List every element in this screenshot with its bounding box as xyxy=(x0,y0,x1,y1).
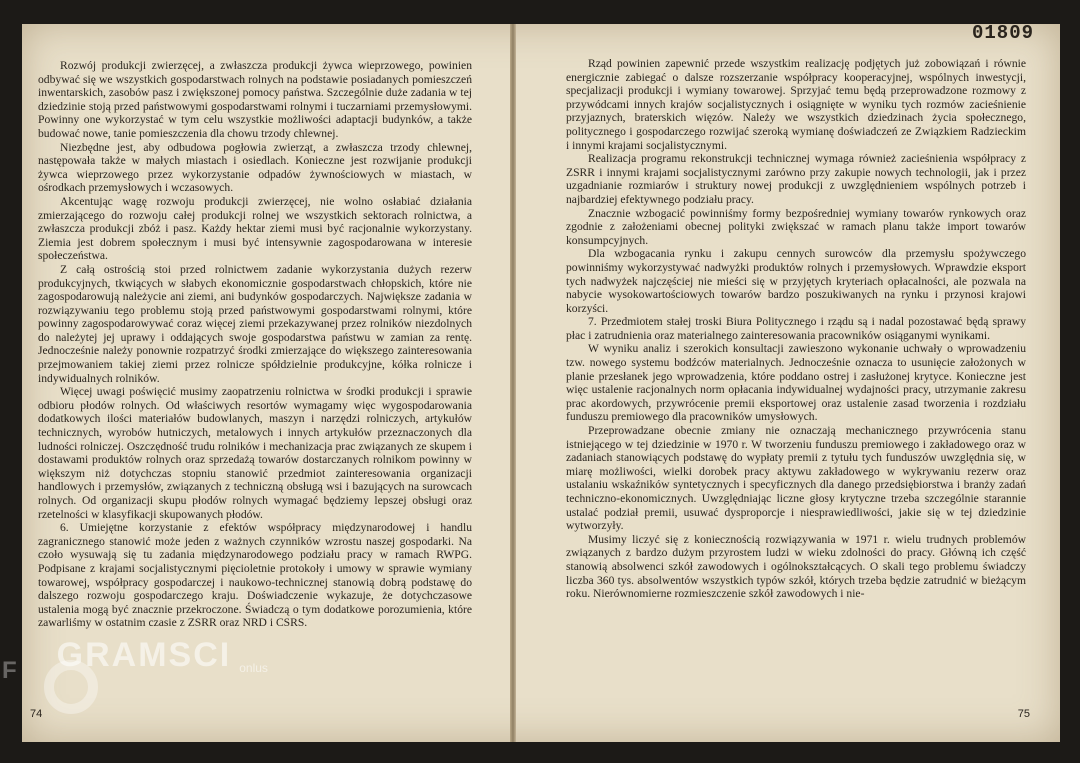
watermark-subtitle: onlus xyxy=(239,661,268,675)
book-spread xyxy=(22,24,1060,742)
left-page xyxy=(22,24,512,742)
right-page xyxy=(514,24,1060,742)
left-page-text xyxy=(38,59,472,630)
paragraph: 7. Przedmiotem stałej troski Biura Politycznego i rządu są i nadal pozostawać będą sprawy płac i zatrudnienia oraz materialnego zainteresowania pracowników osiąganymi wynikami. xyxy=(566,315,1026,342)
gramsci-watermark xyxy=(2,636,268,685)
paragraph: Realizacja programu rekonstrukcji technicznej wymaga również zacieśnienia współpracy z ZSRR i innymi krajami socjalistycznymi zarówno przy zakupie nowych technologii, jak i przez uzgadnianie rozmiarów i struktury nowej produkcji z uwzględnieniem wspólnych potrzeb i najbardziej efektywnego podziału pracy. xyxy=(566,152,1026,206)
paragraph: Musimy liczyć się z koniecznością rozwiązywania w 1971 r. wielu trudnych problemów związanych z bardzo dużym przyrostem ludzi w wieku zdolności do pracy. Główną ich część stanowią absolwenci szkół zawodowych i ogólnokształcących. O skali tego problemu świadczy liczba 360 tys. absolwentów wszystkich typów szkół, których trzeba będzie zatrudnić w bieżącym roku. Nierównomierne rozmieszczenie szkół zawodowych i nie- xyxy=(566,532,1026,601)
paragraph: Z całą ostrością stoi przed rolnictwem zadanie wykorzystania dużych rezerw produkcyjnych, tkwiących w słabych ekonomicznie gospodarstwach chłopskich, które nie zagospodarowują należycie ani ziemi, ani budynków gospodarczych. Największe zadania w rozwiązywaniu tego problemu stoją przed państwowymi gospodarstwami rolnymi, które powinny zagospodarowywać coraz więcej ziemi przekazywanej przez rolników niezdolnych do należytej jej uprawy i oddających swoje gospodarstwa państwu w zamian za rentę. Jednocześnie należy ponownie rozpatrzyć środki zmierzające do większego zainteresowania przejmowaniem takiej ziemi przez rolnicze spółdzielnie produkcyjne, kółka rolnicze i indywidualnych rolników. xyxy=(38,262,472,385)
paragraph: W wyniku analiz i szerokich konsultacji zawieszono wykonanie uchwały o wprowadzeniu tzw. nowego systemu bodźców materialnych. Jednocześnie oznacza to usunięcie założonych w planie przesłanek jego wprowadzenia, które poddano ostrej i zasłużonej krytyce. Konieczne jest więc ustalenie racjonalnych norm opłacania indywidualnej wydajności pracy, utrzymanie zakresu prac akordowych, przywrócenie premii eksportowej oraz ustalenie zasad tworzenia i rozdziału funduszu premiowego dla pracowników umysłowych. xyxy=(566,342,1026,424)
right-page-text xyxy=(566,57,1026,601)
paragraph: Więcej uwagi poświęcić musimy zaopatrzeniu rolnictwa w środki produkcji i sprawie odbioru płodów rolnych. Od właściwych resortów wymagamy więc wygospodarowania dodatkowych ilości materiałów budowlanych, maszyn i narzędzi rolniczych, artykułów technicznych, wyrobów hutniczych, metalowych i innych artykułów przeznaczonych dla ludności rolniczej. Oszczędność trudu rolników i mechanizacja prac związanych ze skupem i dostawami produktów rolnych oraz sprzedażą towarów dostarczanych rolnikom powinny w większym niż dotychczas stopniu stanowić przedmiot zainteresowania organizacji handlowych i przemysłów, związanych z techniczną obsługą wsi i bazujących na surowcach rolnych. Od organizacji skupu płodów rolnych wymagać będziemy lepszej obsługi oraz rzetelności w klasyfikacji skupowanych płodów. xyxy=(38,385,472,521)
paragraph: Akcentując wagę rozwoju produkcji zwierzęcej, nie wolno osłabiać działania zmierzającego do rozwoju całej produkcji rolnej we wszystkich sektorach rolnictwa, a zwłaszcza produkcji zbóż i pasz. Każdy hektar ziemi musi być racjonalnie wykorzystany. Ziemia jest dobrem społecznym i musi być intensywnie zagospodarowana w interesie społeczeństwa. xyxy=(38,194,472,263)
paragraph: Niezbędne jest, aby odbudowa pogłowia zwierząt, a zwłaszcza trzody chlewnej, następowała także w małych miastach i osiedlach. Konieczne jest rozwijanie produkcji żywca wieprzowego przez wykorzystanie odpadów żywnościowych w miastach, w ośrodkach przemysłowych i wczasowych. xyxy=(38,140,472,195)
left-page-number: 74 xyxy=(30,708,43,720)
paragraph: Przeprowadzane obecnie zmiany nie oznaczają mechanicznego przywrócenia stanu istniejącego w tej dziedzinie w 1970 r. W tworzeniu funduszu premiowego i zakładowego oraz w zadaniach stanowiących podstawę do wypłaty premii z tytułu tych funduszów uwzględnia się, w miarę możliwości, wielki dorobek pracy aktywu zakładowego w wykrywaniu rezerw oraz ustalaniu wskaźników syntetycznych i specyficznych dla danego przedsiębiorstwa i branży zadań techniczno-ekonomicznych. Uwzględniając liczne głosy krytyczne trzeba szczególnie starannie ustalać podział premii, usuwać dysproporcje i niesprawiedliwości, jakie się w tej dziedzinie wytworzyły. xyxy=(566,424,1026,533)
paragraph: Rozwój produkcji zwierzęcej, a zwłaszcza produkcji żywca wieprzowego, powinien odbywać się we wszystkich gospodarstwach rolnych na podstawie posiadanych pomieszczeń inwentarskich, zasobów pasz i zwiększonej pomocy państwa. Szczególnie duże zadania w tej dziedzinie stoją przed państwowymi gospodarstwami rolnymi i tuczarniami przemysłowymi. Powinny one wykorzystać w tym celu wszystkie możliwości adaptacji budynków, a także budować nowe, tanie pomieszczenia dla chowu trzody chlewnej. xyxy=(38,59,472,140)
paragraph: 6. Umiejętne korzystanie z efektów współpracy międzynarodowej i handlu zagranicznego stanowić może jeden z ważnych czynników wzrostu naszej gospodarki. Na czoło wysuwają się tu zadania międzynarodowego podziału pracy w ramach RWPG. Podpisane z krajami socjalistycznymi pięcioletnie protokoły i umowy w sprawie wymiany towarowej, współpracy gospodarczej i naukowo-technicznej stanowią dobrą podstawę do dalszego rozwoju gospodarczego kraju. Doświadczenie wykazuje, że dotychczasowe ustalenia mogą być znacznie przekroczone. Świadczą o tym dodatkowe porozumienia, które zawarliśmy w ostatnim czasie z ZSRR oraz NRD i CSRS. xyxy=(38,521,472,630)
archive-stamp-number: 01809 xyxy=(971,22,1034,44)
paragraph: Rząd powinien zapewnić przede wszystkim realizację podjętych już zobowiązań i równie energicznie zabiegać o dalsze rozszerzanie współpracy kooperacyjnej, wspólnych inwestycji, specjalizacji produkcji i wymiany towarowej. Sprzyjać temu będą przeprowadzone rozmowy z przywódcami innych krajów socjalistycznych i osiągnięte w wyniku tych rozmów zacieśnienie przyjaznych, braterskich więzów. Należy we wszystkich dziedzinach życia społecznego, politycznego i gospodarczego rozwijać szeroką wymianę doświadczeń ze Związkiem Radzieckim i innymi krajami socjalistycznymi. xyxy=(566,57,1026,152)
right-page-number: 75 xyxy=(1017,708,1030,720)
paragraph: Dla wzbogacania rynku i zakupu cennych surowców dla przemysłu spożywczego powinniśmy wykorzystywać nadwyżki produktów rolnych i przemysłowych. Wprawdzie eksport tych nadwyżek najczęściej nie mieści się w przyjętych kryteriach opłacalności, ale pozwala na nabycie wysokowartościowych towarów bardzo poszukiwanych na rynku i przynosi krajowi korzyści. xyxy=(566,247,1026,315)
watermark-letter: F xyxy=(2,657,17,684)
paragraph: Znacznie wzbogacić powinniśmy formy bezpośredniej wymiany towarów rynkowych oraz zgodnie z założeniami obecnej polityki zwiększać w ramach planu także import towarów konsumpcyjnych. xyxy=(566,206,1026,247)
watermark-name: GRAMSCI xyxy=(56,636,232,674)
